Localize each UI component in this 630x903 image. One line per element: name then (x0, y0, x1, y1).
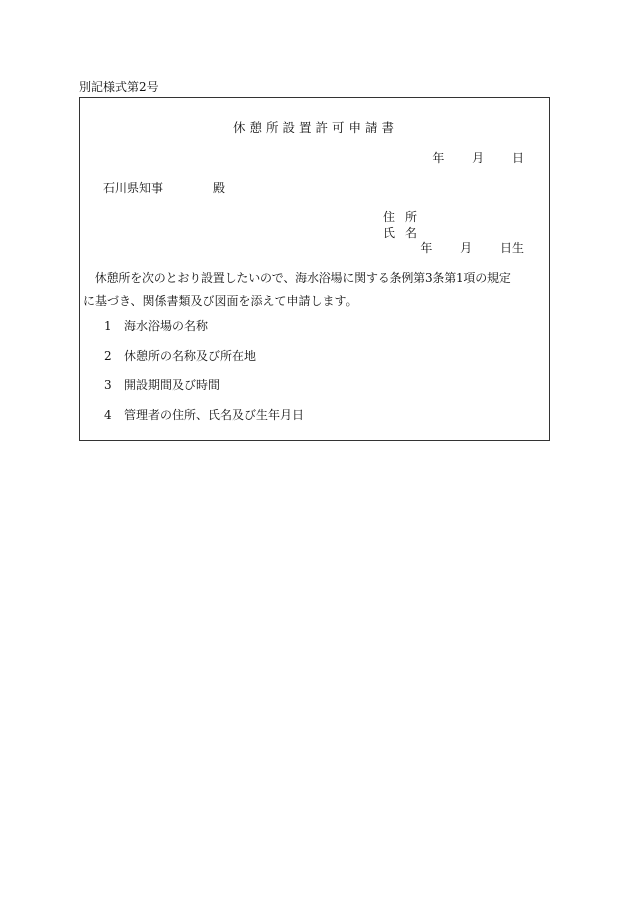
application-statement-line-2: に基づき、関係書類及び図面を添えて申請します。 (83, 294, 358, 308)
list-item (104, 407, 304, 423)
addressee: 石川県知事 (103, 181, 164, 195)
application-form-box (79, 97, 550, 441)
date-of-birth-line: 年 月 日生 (420, 241, 524, 255)
application-statement-line-1: 休憩所を次のとおり設置したいので、海水浴場に関する条例第3条第1項の規定 (83, 271, 511, 285)
list-item (104, 318, 208, 334)
list-item-text: 管理者の住所、氏名及び生年月日 (124, 408, 305, 422)
list-item (104, 377, 220, 393)
applicant-address-label: 住所 (383, 210, 428, 224)
applicant-name-label: 氏名 (383, 226, 428, 240)
list-item-number: 1 (104, 319, 112, 333)
list-item-text: 開設期間及び時間 (124, 378, 221, 392)
form-number-label: 別記様式第2号 (79, 80, 159, 94)
form-title: 休憩所設置許可申請書 (232, 120, 398, 135)
list-item-number: 4 (104, 408, 112, 422)
list-item (104, 348, 256, 364)
list-item-text: 海水浴場の名称 (124, 319, 209, 333)
date-line: 年 月 日 (432, 151, 524, 165)
list-item-number: 2 (104, 349, 112, 363)
honorific: 殿 (213, 181, 226, 195)
list-item-text: 休憩所の名称及び所在地 (124, 349, 257, 363)
list-item-number: 3 (104, 378, 112, 392)
